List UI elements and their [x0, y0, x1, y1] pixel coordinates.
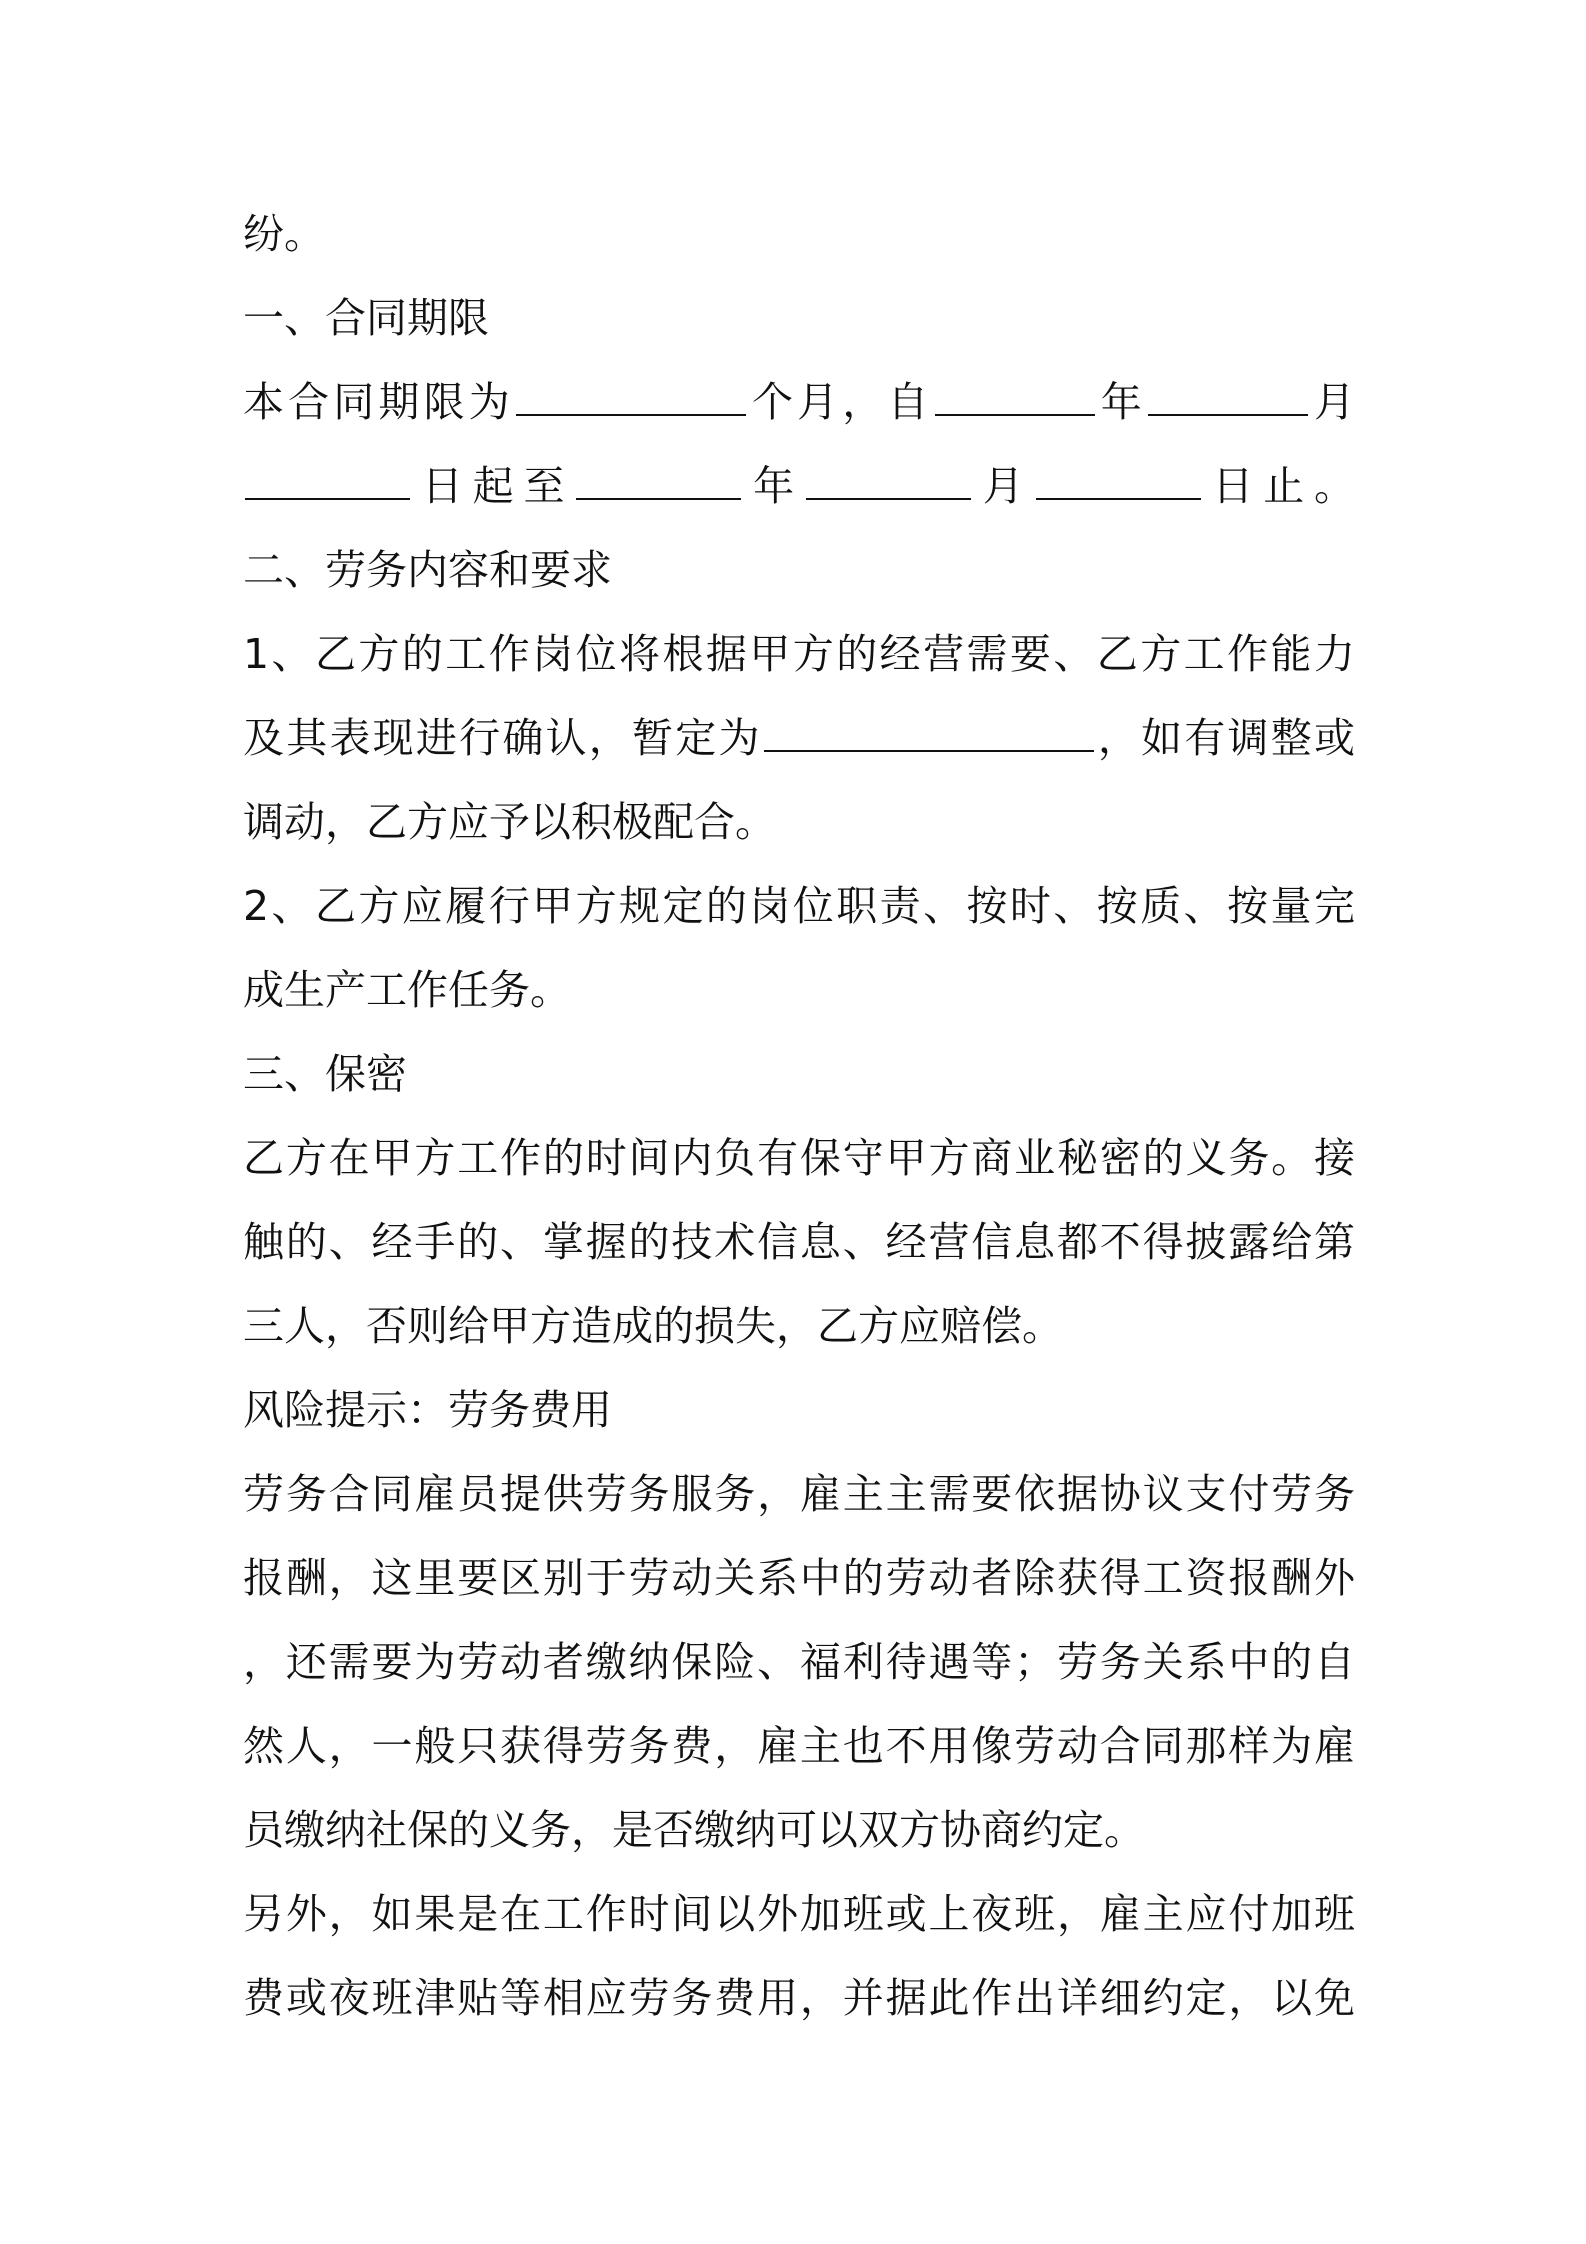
term-text: 年 — [743, 462, 804, 510]
fill-blank-end-year[interactable] — [576, 458, 741, 500]
text-line-risk-2: 报酬，这里要区别于劳动关系中的劳动者除获得工资报酬外 — [243, 1554, 1355, 1602]
text-line-continuation: 纷。 — [243, 210, 325, 258]
text-line-sec3-1: 乙方在甲方工作的时间内负有保守甲方商业秘密的义务。接 — [243, 1134, 1355, 1182]
document-body — [243, 192, 1355, 2040]
fill-blank-end-day[interactable] — [1036, 458, 1201, 500]
fill-blank-start-year[interactable] — [935, 374, 1095, 416]
risk-tip-heading: 风险提示：劳务费用 — [243, 1386, 612, 1434]
text-line-item1-1: 1、乙方的工作岗位将根据甲方的经营需要、乙方工作能力 — [243, 630, 1355, 678]
term-text: 月 — [972, 462, 1034, 510]
section-heading-confidentiality: 三、保密 — [243, 1050, 407, 1098]
text-line-item2-1: 2、乙方应履行甲方规定的岗位职责、按时、按质、按量完 — [243, 882, 1355, 930]
term-text: 本合同期限为 — [243, 378, 514, 426]
term-text: 日止。 — [1202, 462, 1356, 510]
item1-text: 及其表现进行确认，暂定为 — [243, 714, 762, 762]
text-line-term-1 — [243, 360, 1355, 444]
fill-blank-start-month[interactable] — [1148, 374, 1308, 416]
section-heading-contract-term: 一、合同期限 — [243, 294, 489, 342]
text-line-item1-2 — [243, 696, 1355, 780]
section-heading-service-content: 二、劳务内容和要求 — [243, 546, 612, 594]
text-line-other-1: 另外，如果是在工作时间以外加班或上夜班，雇主应付加班 — [243, 1890, 1355, 1938]
text-line-other-2: 费或夜班津贴等相应劳务费用，并据此作出详细约定，以免 — [243, 1974, 1355, 2022]
term-text: 个月，自 — [747, 378, 933, 426]
text-line-item1-3: 调动，乙方应予以积极配合。 — [243, 798, 776, 846]
fill-blank-months[interactable] — [516, 374, 746, 416]
fill-blank-position[interactable] — [764, 710, 1094, 752]
text-line-sec3-3: 三人，否则给甲方造成的损失，乙方应赔偿。 — [243, 1302, 1063, 1350]
fill-blank-end-month[interactable] — [806, 458, 971, 500]
term-text: 月 — [1309, 378, 1356, 426]
item1-text: ，如有调整或 — [1095, 714, 1356, 762]
text-line-item2-2: 成生产工作任务。 — [243, 966, 571, 1014]
text-line-sec3-2: 触的、经手的、掌握的技术信息、经营信息都不得披露给第 — [243, 1218, 1355, 1266]
text-line-risk-4: 然人，一般只获得劳务费，雇主也不用像劳动合同那样为雇 — [243, 1722, 1355, 1770]
text-line-risk-1: 劳务合同雇员提供劳务服务，雇主主需要依据协议支付劳务 — [243, 1470, 1355, 1518]
text-line-term-2 — [243, 444, 1355, 528]
text-line-risk-3: ，还需要为劳动者缴纳保险、福利待遇等；劳务关系中的自 — [243, 1638, 1355, 1686]
text-line-risk-5: 员缴纳社保的义务，是否缴纳可以双方协商约定。 — [243, 1806, 1145, 1854]
term-text: 日起至 — [412, 462, 575, 510]
term-text: 年 — [1096, 378, 1146, 426]
fill-blank-start-day[interactable] — [245, 458, 410, 500]
